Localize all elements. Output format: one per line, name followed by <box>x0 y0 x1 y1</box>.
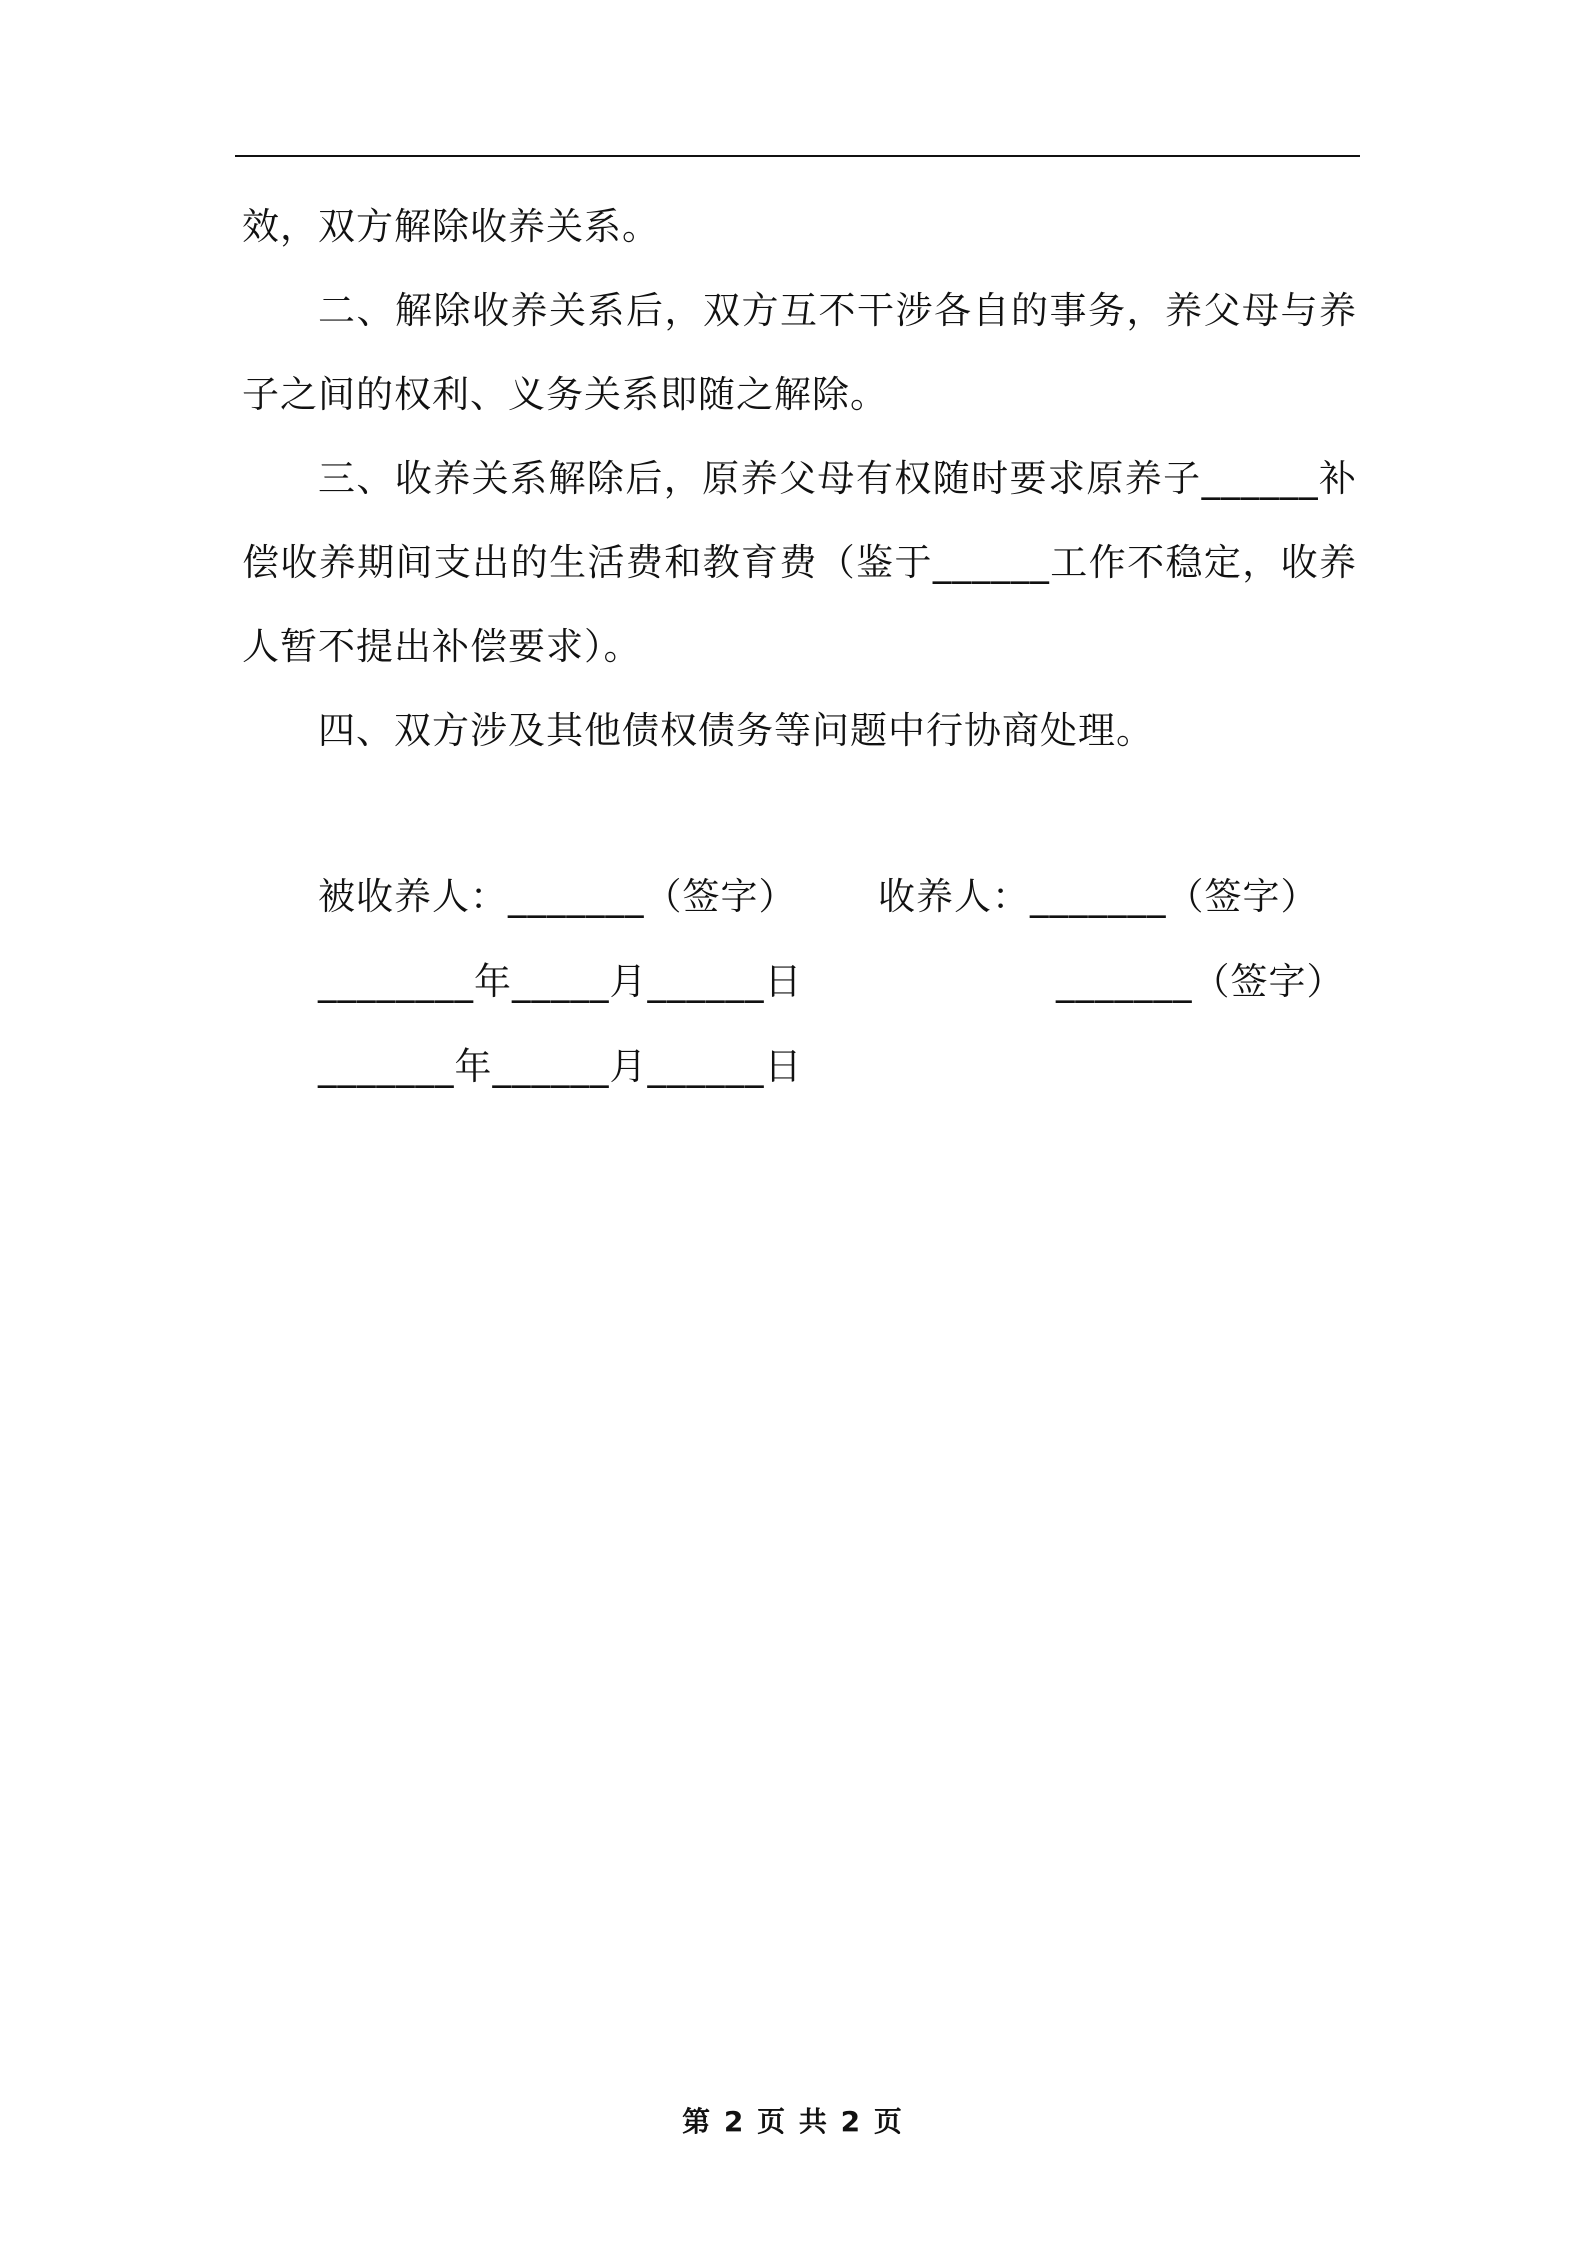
date-line-2: _______年______月______日 <box>318 1045 803 1088</box>
adoptee-signature: 被收养人：_______（签字） <box>318 875 797 918</box>
paragraph-clause-2: 二、解除收养关系后，双方互不干涉各自的事务，养父母与养子之间的权利、义务关系即随之解除。 <box>242 289 1357 416</box>
paragraph-clause-3: 三、收养关系解除后，原养父母有权随时要求原养子______补偿收养期间支出的生活费和教育费（鉴于______工作不稳定，收养人暂不提出补偿要求）。 <box>242 457 1357 668</box>
date-line-1: ________年_____月______日 <box>318 960 803 1003</box>
adopter-signature-2: _______（签字） <box>1056 960 1345 1003</box>
document-body <box>242 185 1357 773</box>
paragraph-clause-4: 四、双方涉及其他债权债务等问题中行协商处理。 <box>318 709 1154 752</box>
header-rule <box>235 155 1360 157</box>
adopter-signature: 收养人：_______（签字） <box>878 875 1319 918</box>
paragraph-continuation: 效，双方解除收养关系。 <box>242 205 660 248</box>
page-footer: 第 2 页 共 2 页 <box>682 2105 904 2138</box>
